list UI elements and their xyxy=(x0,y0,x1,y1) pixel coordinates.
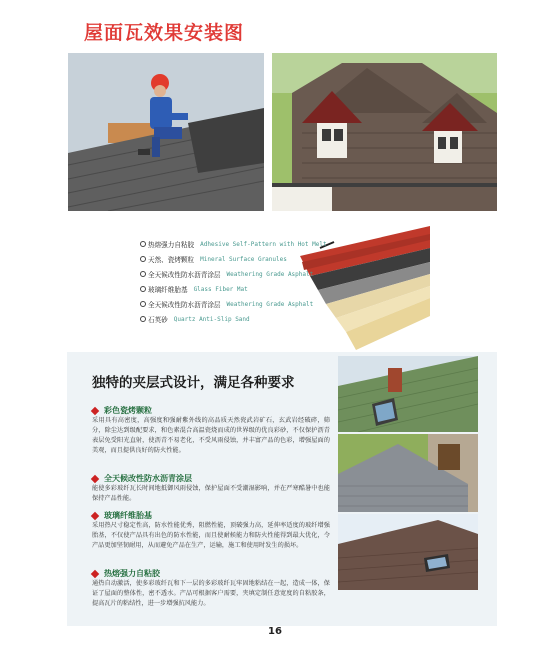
feature-title: 玻璃纤维胎基 xyxy=(92,510,152,521)
grey-roof-dormer-photo xyxy=(338,434,478,512)
feature-body: 通热自动激活，使多彩玻纤瓦和下一层的多彩玻纤瓦牢固地粘结在一起，造成一体，保证了屋面的整体性，密不透水。产品可根据客户需要，夹填定制任意宽度的自粘胶条，提高瓦片的粘结性，进一步增强抗风能力。 xyxy=(92,580,330,607)
bullet-icon xyxy=(140,286,146,292)
feature-title: 彩色瓷烤颗粒 xyxy=(92,405,152,416)
bullet-icon xyxy=(140,271,146,277)
layer-item: 天然、瓷烤颗粒 Mineral Surface Granules xyxy=(140,253,287,265)
layer-item: 全天候改性防水沥青涂层 Weathering Grade Asphalt xyxy=(140,298,313,310)
layer-diagram xyxy=(140,226,430,352)
bullet-icon xyxy=(140,241,146,247)
diamond-bullet-icon xyxy=(91,474,99,482)
layer-item: 全天候改性防水沥青涂层 Weathering Grade Asphalt xyxy=(140,268,313,280)
bullet-icon xyxy=(140,316,146,322)
bullet-icon xyxy=(140,256,146,262)
page-number: 16 xyxy=(268,626,282,637)
diamond-bullet-icon xyxy=(91,406,99,414)
feature-title: 全天候改性防水沥青涂层 xyxy=(92,473,192,484)
worker-installing-photo xyxy=(68,53,264,211)
bullet-icon xyxy=(140,301,146,307)
feature-body: 能使多彩玻纤瓦长时间地抵御风雨侵蚀，保护屋面不受潮湿影响，并在严寒酷暑中也能保持产品性能。 xyxy=(92,485,330,502)
layer-item: 热熔强力自粘胶 Adhesive Self-Pattern with Hot Melt xyxy=(140,238,327,250)
layer-item: 玻璃纤维胎基 Glass Fiber Mat xyxy=(140,283,248,295)
brown-roof-skylight-photo xyxy=(338,514,478,590)
feature-body: 采用热尺寸稳定性高，防水性能优秀，阻燃性能，顶破强力高，延伸率适度的玻纤增强胎基，不仅使产品具有出色的防水性能，而且使耐候能力和防火性能得到最大优化，令产品更加坚韧耐用，从而避免产品在生产，运输，施工和使用时发生的损坏。 xyxy=(92,522,330,549)
layer-item: 石英砂 Quartz Anti-Slip Sand xyxy=(140,313,250,325)
feature-body: 采用具有高密度，高强度和强耐紫外线的高品质天然瓷武岩矿石，玄武岩经破碎，筛分，除尘达到级配要求，和色素混合高温瓷烧而成的世界级的优良彩砂，不仅保护沥青表层免受阳光直射，使沥青不易老化，不受风雨侵蚀，并丰富产品的色彩，增强屋面的美观，而且提供良好的防火性能。 xyxy=(92,417,330,454)
feature-title: 热熔强力自粘胶 xyxy=(92,568,160,579)
page-title: 屋面瓦效果安装图 xyxy=(84,22,245,44)
diamond-bullet-icon xyxy=(91,569,99,577)
house-roof-photo xyxy=(272,53,497,211)
section-headline: 独特的夹层式设计，满足各种要求 xyxy=(92,375,295,391)
green-roof-skylight-photo xyxy=(338,356,478,432)
diamond-bullet-icon xyxy=(91,511,99,519)
